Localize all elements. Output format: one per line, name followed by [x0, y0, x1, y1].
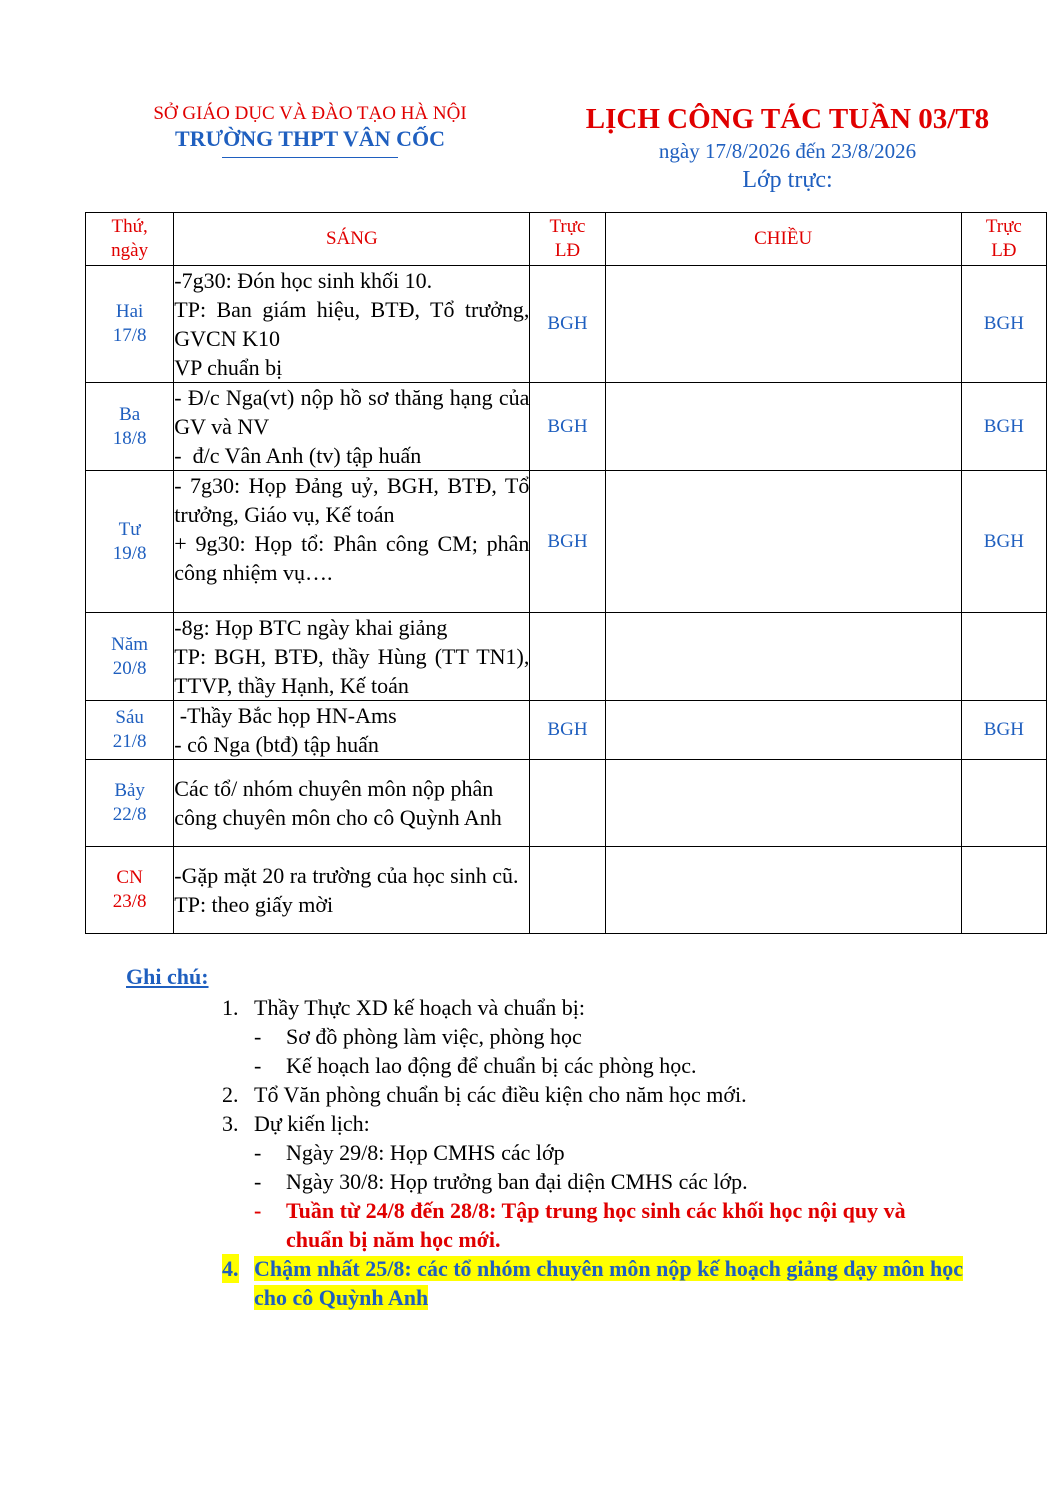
note-text: Tổ Văn phòng chuẩn bị các điều kiện cho năm học mới.: [254, 1082, 747, 1107]
day-cell: Sáu 21/8: [86, 701, 174, 760]
duty-afternoon-cell: BGH: [961, 701, 1046, 760]
duty-morning-cell: [530, 613, 605, 701]
duty-morning-cell: [530, 847, 605, 934]
header-right: [530, 100, 1045, 196]
header-duty-afternoon: Trực LĐ: [961, 213, 1046, 266]
table-row: [86, 383, 1047, 471]
morning-cell: -Gặp mặt 20 ra trường của học sinh cũ. TP: theo giấy mời: [174, 847, 530, 934]
note-number: 3.: [222, 1111, 239, 1136]
notes-section: [126, 962, 966, 1312]
afternoon-cell: [605, 266, 961, 383]
table-row: [86, 266, 1047, 383]
dash-marker: -: [254, 1024, 262, 1049]
header-morning: SÁNG: [174, 213, 530, 266]
duty-afternoon-cell: [961, 760, 1046, 847]
note-text: Chậm nhất 25/8: các tổ nhóm chuyên môn nộp kế hoạch giảng dạy môn học cho cô Quỳnh Anh: [254, 1256, 963, 1310]
morning-cell: -7g30: Đón học sinh khối 10. TP: Ban giám hiệu, BTĐ, Tổ trưởng, GVCN K10 VP chuẩn bị: [174, 266, 530, 383]
duty-afternoon-cell: BGH: [961, 471, 1046, 613]
day-cell: Hai 17/8: [86, 266, 174, 383]
header-left: [100, 102, 520, 158]
note-text: Dự kiến lịch:: [254, 1111, 370, 1136]
table-row: [86, 847, 1047, 934]
note-number: 4.: [222, 1256, 239, 1281]
duty-morning-cell: BGH: [530, 266, 605, 383]
note-subitem: [126, 1167, 966, 1196]
note-subitem-text: Kế hoạch lao động để chuẩn bị các phòng học.: [286, 1053, 697, 1078]
department-name: SỞ GIÁO DỤC VÀ ĐÀO TẠO HÀ NỘI: [153, 103, 467, 124]
table-header-row: [86, 213, 1047, 266]
duty-morning-cell: [530, 760, 605, 847]
schedule-table: [85, 212, 1047, 934]
note-subitem: [126, 1138, 966, 1167]
note-subitem: [126, 1022, 966, 1051]
header-divider: [222, 157, 398, 158]
note-item: [126, 993, 966, 1022]
dash-marker: -: [254, 1140, 262, 1165]
table-row: [86, 471, 1047, 613]
school-name: TRƯỜNG THPT VÂN CỐC: [175, 126, 445, 151]
note-number: 2.: [222, 1082, 239, 1107]
duty-afternoon-cell: [961, 613, 1046, 701]
note-subitem: [126, 1051, 966, 1080]
afternoon-cell: [605, 383, 961, 471]
morning-cell: -Thầy Bắc họp HN-Ams - cô Nga (btđ) tập huấn: [174, 701, 530, 760]
day-cell: Ba 18/8: [86, 383, 174, 471]
document-title: LỊCH CÔNG TÁC TUẦN 03/T8: [585, 103, 990, 135]
table-row: [86, 760, 1047, 847]
day-cell: CN 23/8: [86, 847, 174, 934]
duty-afternoon-cell: BGH: [961, 266, 1046, 383]
day-cell: Bảy 22/8: [86, 760, 174, 847]
afternoon-cell: [605, 701, 961, 760]
duty-class: Lớp trực:: [742, 167, 833, 193]
morning-cell: - Đ/c Nga(vt) nộp hồ sơ thăng hạng của GV và NV - đ/c Vân Anh (tv) tập huấn: [174, 383, 530, 471]
note-subitem-text: Sơ đồ phòng làm việc, phòng học: [286, 1024, 582, 1049]
duty-morning-cell: BGH: [530, 701, 605, 760]
note-item: [126, 1080, 966, 1109]
table-row: [86, 613, 1047, 701]
afternoon-cell: [605, 471, 961, 613]
morning-cell: - 7g30: Họp Đảng uỷ, BGH, BTĐ, Tổ trưởng, Giáo vụ, Kế toán + 9g30: Họp tổ: Phân công CM; phân công nhiệm vụ….: [174, 471, 530, 613]
note-subitem-text: Tuần từ 24/8 đến 28/8: Tập trung học sinh các khối học nội quy và chuẩn bị năm học mới.: [286, 1198, 906, 1252]
morning-cell: Các tổ/ nhóm chuyên môn nộp phân công chuyên môn cho cô Quỳnh Anh: [174, 760, 530, 847]
day-cell: Tư 19/8: [86, 471, 174, 613]
table-row: [86, 701, 1047, 760]
note-item-highlighted: [126, 1254, 966, 1312]
note-text: Thầy Thực XD kế hoạch và chuẩn bị:: [254, 995, 586, 1020]
dash-marker: -: [254, 1198, 262, 1223]
notes-label: Ghi chú:: [126, 964, 209, 989]
morning-cell: -8g: Họp BTC ngày khai giảng TP: BGH, BTĐ, thầy Hùng (TT TN1), TTVP, thầy Hạnh, Kế toán: [174, 613, 530, 701]
dash-marker: -: [254, 1053, 262, 1078]
note-number: 1.: [222, 995, 239, 1020]
header-afternoon: CHIỀU: [605, 213, 961, 266]
day-cell: Năm 20/8: [86, 613, 174, 701]
header-duty-morning: Trực LĐ: [530, 213, 605, 266]
note-subitem-text: Ngày 29/8: Họp CMHS các lớp: [286, 1140, 565, 1165]
note-item: [126, 1109, 966, 1138]
note-subitem-important: [126, 1196, 966, 1254]
afternoon-cell: [605, 760, 961, 847]
dash-marker: -: [254, 1169, 262, 1194]
duty-afternoon-cell: [961, 847, 1046, 934]
header-day: Thứ, ngày: [86, 213, 174, 266]
date-range: ngày 17/8/2026 đến 23/8/2026: [658, 139, 917, 163]
duty-morning-cell: BGH: [530, 383, 605, 471]
duty-afternoon-cell: BGH: [961, 383, 1046, 471]
note-subitem-text: Ngày 30/8: Họp trưởng ban đại diện CMHS các lớp.: [286, 1169, 748, 1194]
afternoon-cell: [605, 613, 961, 701]
duty-morning-cell: BGH: [530, 471, 605, 613]
afternoon-cell: [605, 847, 961, 934]
